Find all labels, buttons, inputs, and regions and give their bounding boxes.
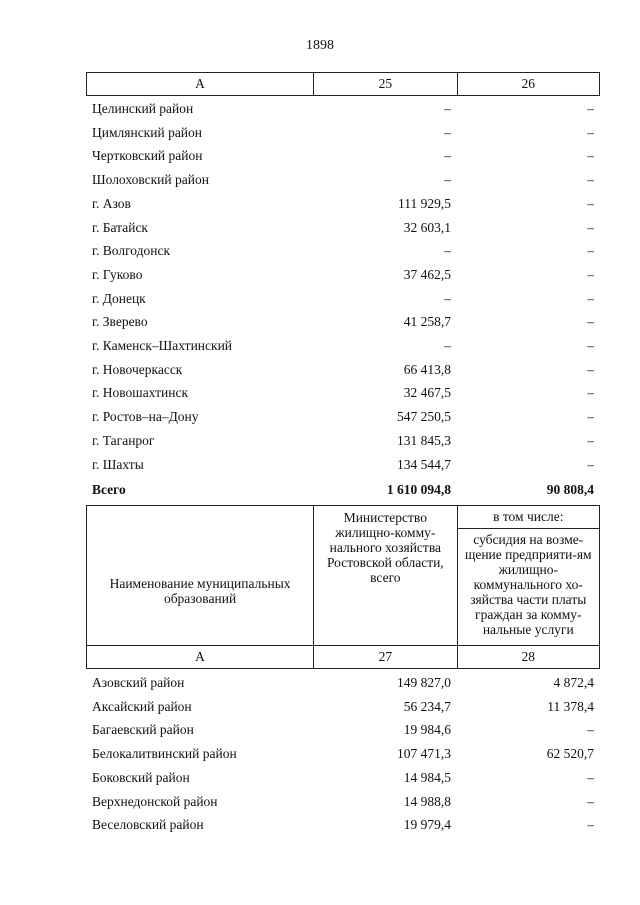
total-value-v1: 1 610 094,8 bbox=[386, 482, 451, 497]
row-value-v2: – bbox=[587, 243, 594, 259]
table2-header bbox=[86, 505, 600, 646]
row-value-v2: – bbox=[587, 195, 594, 211]
row-value-v1: 41 258,7 bbox=[403, 314, 451, 330]
table2-number-col-a: А bbox=[195, 649, 205, 664]
row-name: Шолоховский район bbox=[92, 172, 209, 188]
row-name: г. Новочеркасск bbox=[92, 361, 183, 377]
table-row bbox=[86, 718, 600, 742]
row-value-v1: – bbox=[444, 101, 451, 116]
row-value-v2: – bbox=[587, 266, 594, 282]
table-row bbox=[86, 429, 600, 453]
table1-header-col-a: А bbox=[195, 76, 205, 91]
row-value-v1: 32 603,1 bbox=[403, 219, 451, 235]
table-row bbox=[86, 405, 600, 429]
table-row bbox=[86, 192, 600, 216]
row-value-v2: – bbox=[587, 338, 594, 353]
row-name: г. Гуково bbox=[92, 266, 143, 282]
row-name: г. Таганрог bbox=[92, 432, 155, 448]
row-name: г. Новошахтинск bbox=[92, 385, 188, 401]
total-row bbox=[86, 478, 600, 502]
row-value-v2: – bbox=[587, 101, 594, 116]
row-value-v2: – bbox=[587, 456, 594, 472]
row-value-v2: – bbox=[587, 793, 594, 809]
row-value-v1: 19 979,4 bbox=[403, 817, 451, 833]
table-row bbox=[86, 216, 600, 240]
table1-header bbox=[86, 72, 600, 96]
row-value-v2: – bbox=[587, 314, 594, 330]
row-value-v2: – bbox=[587, 172, 594, 188]
row-name: г. Каменск–Шахтинский bbox=[92, 338, 233, 353]
table-row bbox=[86, 742, 600, 766]
table2-numbers-row bbox=[86, 645, 600, 669]
row-value-v1: – bbox=[444, 124, 451, 140]
row-value-v1: 14 984,5 bbox=[403, 769, 451, 785]
row-value-v1: 66 413,8 bbox=[403, 361, 451, 377]
row-value-v1: – bbox=[444, 290, 451, 306]
row-name: Боковский район bbox=[92, 769, 190, 785]
table-row bbox=[86, 168, 600, 192]
table1-header-col-25: 25 bbox=[313, 73, 456, 95]
row-value-v2: 11 378,4 bbox=[547, 698, 594, 714]
row-name: Белокалитвинский район bbox=[92, 746, 237, 762]
table2-header-including: в том числе: bbox=[458, 506, 599, 529]
row-value-v2: – bbox=[587, 769, 594, 785]
row-value-v1: 111 929,5 bbox=[398, 195, 451, 211]
table-row bbox=[86, 287, 600, 311]
row-value-v1: – bbox=[444, 172, 451, 188]
row-value-v1: 14 988,8 bbox=[403, 793, 451, 809]
row-name: Багаевский район bbox=[92, 722, 194, 738]
table-row bbox=[86, 144, 600, 168]
table2-number-col-28: 28 bbox=[457, 646, 599, 668]
table-row bbox=[86, 671, 600, 695]
row-value-v2: – bbox=[587, 385, 594, 401]
row-value-v2: – bbox=[587, 361, 594, 377]
total-value-v2: 90 808,4 bbox=[546, 482, 594, 497]
table-row bbox=[86, 97, 600, 121]
row-value-v1: 56 234,7 bbox=[403, 698, 451, 714]
table-row bbox=[86, 813, 600, 837]
row-name: Веселовский район bbox=[92, 817, 204, 833]
row-value-v1: 149 827,0 bbox=[397, 675, 451, 690]
row-name: г. Зверево bbox=[92, 314, 148, 330]
row-name: Азовский район bbox=[92, 675, 185, 690]
row-value-v1: 547 250,5 bbox=[397, 409, 451, 425]
row-value-v1: 37 462,5 bbox=[403, 266, 451, 282]
table2-header-name: Наименование муниципальных образований bbox=[109, 575, 291, 606]
row-value-v2: – bbox=[587, 722, 594, 738]
table-row bbox=[86, 453, 600, 477]
table-row bbox=[86, 239, 600, 263]
table-row bbox=[86, 263, 600, 287]
row-value-v2: – bbox=[587, 409, 594, 425]
table-row bbox=[86, 766, 600, 790]
row-value-v1: 107 471,3 bbox=[397, 746, 451, 762]
row-value-v2: – bbox=[587, 290, 594, 306]
table-row bbox=[86, 358, 600, 382]
table2-header-subsidy: субсидия на возме-щение предприяти-ям жилищно-коммунального хо-зяйства части платы граждан за комму-нальные услуги bbox=[464, 532, 592, 637]
table2-header-ministry: Министерство жилищно-комму-нального хозяйства Ростовской области, всего bbox=[313, 506, 456, 645]
row-name: Цимлянский район bbox=[92, 124, 203, 140]
row-value-v2: 62 520,7 bbox=[546, 746, 594, 762]
row-name: г. Ростов–на–Дону bbox=[92, 409, 199, 425]
table-row bbox=[86, 310, 600, 334]
row-value-v2: 4 872,4 bbox=[553, 675, 594, 690]
row-name: г. Батайск bbox=[92, 219, 148, 235]
table-row bbox=[86, 790, 600, 814]
row-value-v1: – bbox=[444, 148, 451, 164]
table2-header-subsidy-group bbox=[457, 506, 599, 645]
table-row bbox=[86, 334, 600, 358]
table-row bbox=[86, 121, 600, 145]
row-value-v2: – bbox=[587, 148, 594, 164]
row-value-v1: – bbox=[444, 338, 451, 353]
row-value-v1: 131 845,3 bbox=[397, 432, 451, 448]
row-name: г. Волгодонск bbox=[92, 243, 171, 259]
row-value-v2: – bbox=[587, 124, 594, 140]
row-value-v2: – bbox=[587, 817, 594, 833]
row-value-v1: – bbox=[444, 243, 451, 259]
table-row bbox=[86, 381, 600, 405]
row-name: Аксайский район bbox=[92, 698, 192, 714]
row-name: г. Донецк bbox=[92, 290, 146, 306]
row-name: г. Шахты bbox=[92, 456, 144, 472]
row-name: Чертковский район bbox=[92, 148, 203, 164]
row-value-v2: – bbox=[587, 432, 594, 448]
row-name: Верхнедонской район bbox=[92, 793, 218, 809]
table1-header-col-26: 26 bbox=[457, 73, 599, 95]
table-row bbox=[86, 695, 600, 719]
table2-number-col-27: 27 bbox=[313, 646, 456, 668]
row-value-v1: 134 544,7 bbox=[397, 456, 451, 472]
row-value-v1: 32 467,5 bbox=[403, 385, 451, 401]
row-name: г. Азов bbox=[92, 195, 131, 211]
total-label: Всего bbox=[92, 482, 126, 497]
page-number: 1898 bbox=[306, 38, 334, 53]
row-name: Целинский район bbox=[92, 101, 194, 116]
row-value-v1: 19 984,6 bbox=[403, 722, 451, 738]
row-value-v2: – bbox=[587, 219, 594, 235]
